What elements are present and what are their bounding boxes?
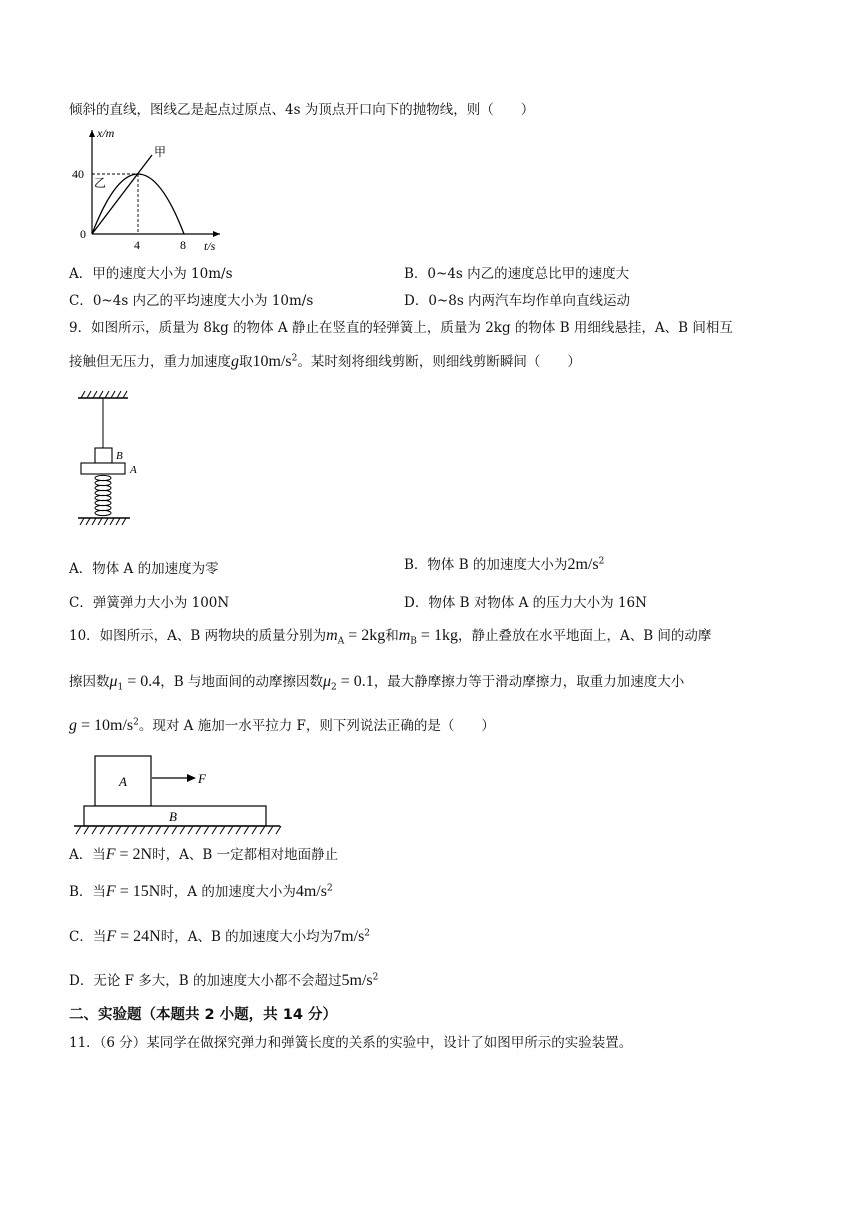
spring xyxy=(95,475,111,515)
label-yi: 乙 xyxy=(94,176,107,190)
y-axis-label: x/m xyxy=(97,126,115,140)
label-b: B xyxy=(169,809,177,824)
label-b: B xyxy=(116,450,123,462)
q8-option-a: A．甲的速度大小为 10m/s xyxy=(69,266,233,282)
label-jia: 甲 xyxy=(154,145,167,159)
x-axis-arrow xyxy=(213,231,220,237)
q10-option-c: C．当F = 24N时，A、B 的加速度大小均为$7m/s^2$ xyxy=(69,928,371,945)
q10-stem-line3: $g = 10m/s^2$。现对 A 施加一水平拉力 F，则下列说法正确的是（ ） xyxy=(69,717,495,734)
q9-option-c: C．弹簧弹力大小为 100N xyxy=(69,595,230,611)
q10-stem-line2: 擦因数$\mu_1 = 0.4$，B 与地面间的动摩擦因数$\mu_2 = 0.1$，最大静摩擦力等于滑动摩擦力，取重力加速度大小 xyxy=(69,673,685,693)
q8-option-c: C．0~4s 内乙的平均速度大小为 10m/s xyxy=(69,293,314,309)
y-axis-arrow xyxy=(89,130,95,137)
line-jia xyxy=(92,155,152,234)
q10-option-d: D．无论 F 多大，B 的加速度大小都不会超过$5m/s^2$ xyxy=(69,972,379,989)
block-a xyxy=(81,463,125,474)
q11-stem: 11．（6 分）某同学在做探究弹力和弹簧长度的关系的实验中，设计了如图甲所示的实验装置。 xyxy=(69,1035,633,1051)
q10-option-a: A．当F = 2N时，A、B 一定都相对地面静止 xyxy=(69,846,339,863)
x-tick-4: 4 xyxy=(134,238,140,252)
q8-stem-tail: 倾斜的直线，图线乙是起点过原点、4s 为顶点开口向下的抛物线，则（ ） xyxy=(69,102,535,118)
q9-spring-figure xyxy=(72,390,142,530)
q9-stem-line1: 9．如图所示，质量为 8kg 的物体 A 静止在竖直的轻弹簧上，质量为 2kg 的物体 B 用细线悬挂，A、B 间相互 xyxy=(69,320,733,336)
q10-option-b: B．当F = 15N时，A 的加速度大小为$4m/s^2$ xyxy=(69,883,333,900)
q9-option-a: A．物体 A 的加速度为零 xyxy=(69,561,219,577)
q10-blocks-figure xyxy=(72,750,287,840)
q10-stem-line1: 10．如图所示，A、B 两物块的质量分别为$m_A = 2kg$和$m_B = 1kg$，静止叠放在水平地面上，A、B 间的动摩 xyxy=(69,627,712,647)
block-b xyxy=(95,448,112,463)
q8-option-d: D．0~8s 内两汽车均作单向直线运动 xyxy=(404,293,631,309)
q9-option-b: B．物体 B 的加速度大小为$2m/s^2$ xyxy=(404,556,605,573)
origin-label: 0 xyxy=(80,227,86,241)
y-tick-40: 40 xyxy=(72,167,84,181)
q9-option-d: D．物体 B 对物体 A 的压力大小为 16N xyxy=(404,595,647,611)
q8-xt-graph xyxy=(70,124,240,254)
x-axis-label: t/s xyxy=(204,239,216,253)
label-a: A xyxy=(119,774,127,789)
q8-option-b: B．0~4s 内乙的速度总比甲的速度大 xyxy=(404,266,630,282)
q9-stem-line2: 接触但无压力，重力加速度g取$10m/s^2$。某时刻将细线剪断，则细线剪断瞬间（ ） xyxy=(69,353,581,370)
section-heading: 二、实验题（本题共 2 小题，共 14 分） xyxy=(69,1007,337,1023)
label-a: A xyxy=(130,464,137,476)
x-tick-8: 8 xyxy=(180,238,186,252)
label-f: F xyxy=(198,771,206,786)
